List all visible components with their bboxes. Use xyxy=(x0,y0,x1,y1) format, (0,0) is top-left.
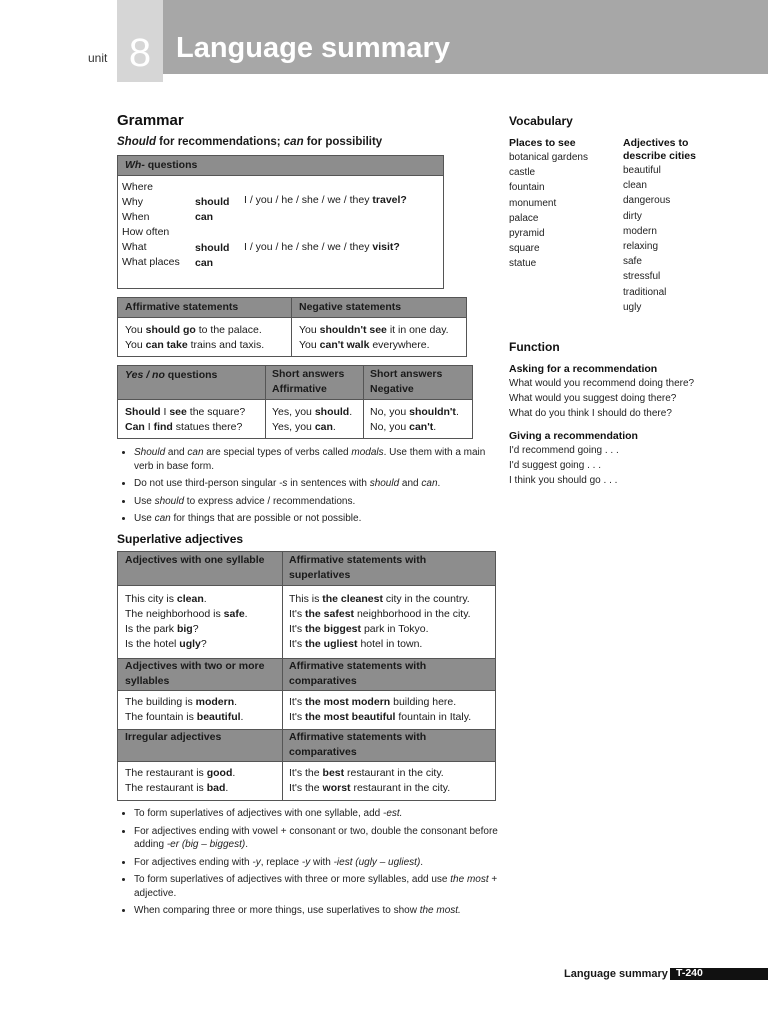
neg-examples: You shouldn't see it in one day. You can't walk everywhere. xyxy=(299,324,449,351)
asking-list: Asking for a recommendation What would you recommend doing there? What would you suggest doing there? What do you think I should do there? xyxy=(509,363,759,422)
sup-r1: This city is clean. The neighborhood is safe. Is the park big? Is the hotel ugly? xyxy=(125,593,248,650)
sup-h2b: Affirmative statements with comparatives xyxy=(289,660,427,687)
page-title: Language summary xyxy=(176,32,450,64)
yn-neg-answers: No, you shouldn't. No, you can't. xyxy=(370,406,459,433)
note: • When comparing three or more things, use superlatives to show the most. xyxy=(134,904,502,918)
function-heading: Function xyxy=(509,340,560,354)
sup-h1b: Affirmative statements with superlatives xyxy=(289,554,427,581)
sup-h1a: Adjectives with one syllable xyxy=(125,554,265,566)
sup-h3b: Affirmative statements with comparatives xyxy=(289,731,427,758)
yn-neg-header: Short answers Negative xyxy=(370,368,443,395)
yn-questions-header: Yes / no questions xyxy=(125,369,218,381)
divider xyxy=(265,366,266,438)
divider xyxy=(291,298,292,356)
grammar-heading: Grammar xyxy=(117,112,184,129)
note: • For adjectives ending with vowel + consonant or two, double the consonant before adding -er (big – biggest). xyxy=(134,825,502,852)
yes-no-table xyxy=(117,365,473,439)
note: • For adjectives ending with -y, replace -y with -iest (ugly – ugliest). xyxy=(134,856,502,870)
sup-h2a: Adjectives with two or more syllables xyxy=(125,660,265,687)
wh-words: Where Why When How often What What places xyxy=(122,181,180,268)
yn-aff-answers: Yes, you should. Yes, you can. xyxy=(272,406,353,433)
places-list: Places to see botanical gardens castle fountain monument palace pyramid square statue xyxy=(509,137,619,272)
wh-clause-1: I / you / he / she / we / they travel? xyxy=(244,194,407,206)
divider xyxy=(282,552,283,800)
sup-h3a: Irregular adjectives xyxy=(125,731,222,743)
wh-modals-1: should can xyxy=(195,196,230,223)
unit-number: 8 xyxy=(128,31,152,75)
vocabulary-heading: Vocabulary xyxy=(509,114,573,128)
note: • To form superlatives of adjectives with three or more syllables, add use the most + adjective. xyxy=(134,873,502,900)
wh-clause-2: I / you / he / she / we / they visit? xyxy=(244,241,400,253)
adjectives-heading-line2: describe cities xyxy=(623,150,696,162)
unit-label: unit xyxy=(88,51,108,65)
giving-heading: Giving a recommendation xyxy=(509,430,638,442)
adjectives-heading: Adjectives to xyxy=(623,137,689,149)
superlatives-table xyxy=(117,551,496,801)
yn-aff-header: Short answers Affirmative xyxy=(272,368,345,395)
superlative-notes xyxy=(117,807,502,922)
grammar-subtitle: Should for recommendations; can for possibility xyxy=(117,136,383,148)
neg-header: Negative statements xyxy=(299,301,402,313)
aff-examples: You should go to the palace. You can take trains and taxis. xyxy=(125,324,265,351)
note: • Use should to express advice / recommendations. xyxy=(134,495,487,509)
asking-heading: Asking for a recommendation xyxy=(509,363,658,375)
note: • Use can for things that are possible or not possible. xyxy=(134,512,487,526)
page-number: T-240 xyxy=(676,967,703,979)
note: • To form superlatives of adjectives with one syllable, add -est. xyxy=(134,807,502,821)
sup-r1b: This is the cleanest city in the country. It's the safest neighborhood in the city. It's the biggest park in Tokyo. It's the ugliest hotel in town. xyxy=(289,593,471,650)
yn-questions: Should I see the square? Can I find statues there? xyxy=(125,406,246,433)
sup-r3b: It's the best restaurant in the city. It's the worst restaurant in the city. xyxy=(289,767,451,794)
superlatives-heading: Superlative adjectives xyxy=(117,532,244,546)
aff-neg-table xyxy=(117,297,467,357)
sup-r2: The building is modern. The fountain is beautiful. xyxy=(125,696,244,723)
places-heading: Places to see xyxy=(509,137,576,149)
adjectives-list: Adjectives to describe cities beautiful clean dangerous dirty modern relaxing safe stressful traditional ugly xyxy=(623,137,733,315)
wh-table-header: Wh- questions xyxy=(118,156,443,176)
sup-r2b: It's the most modern building here. It's the most beautiful fountain in Italy. xyxy=(289,696,472,723)
divider xyxy=(363,366,364,438)
note: • Do not use third-person singular -s in sentences with should and can. xyxy=(134,477,487,491)
aff-header: Affirmative statements xyxy=(125,301,239,313)
wh-modals-2: should can xyxy=(195,242,230,269)
sup-r3: The restaurant is good. The restaurant is bad. xyxy=(125,767,236,794)
grammar-notes xyxy=(117,446,487,530)
giving-list: Giving a recommendation I'd recommend going . . . I'd suggest going . . . I think you should go . . . xyxy=(509,430,759,489)
footer-label: Language summary xyxy=(564,968,668,980)
note: • Should and can are special types of verbs called modals. Use them with a main verb in base form. xyxy=(134,446,487,473)
wh-questions-table xyxy=(117,155,444,289)
